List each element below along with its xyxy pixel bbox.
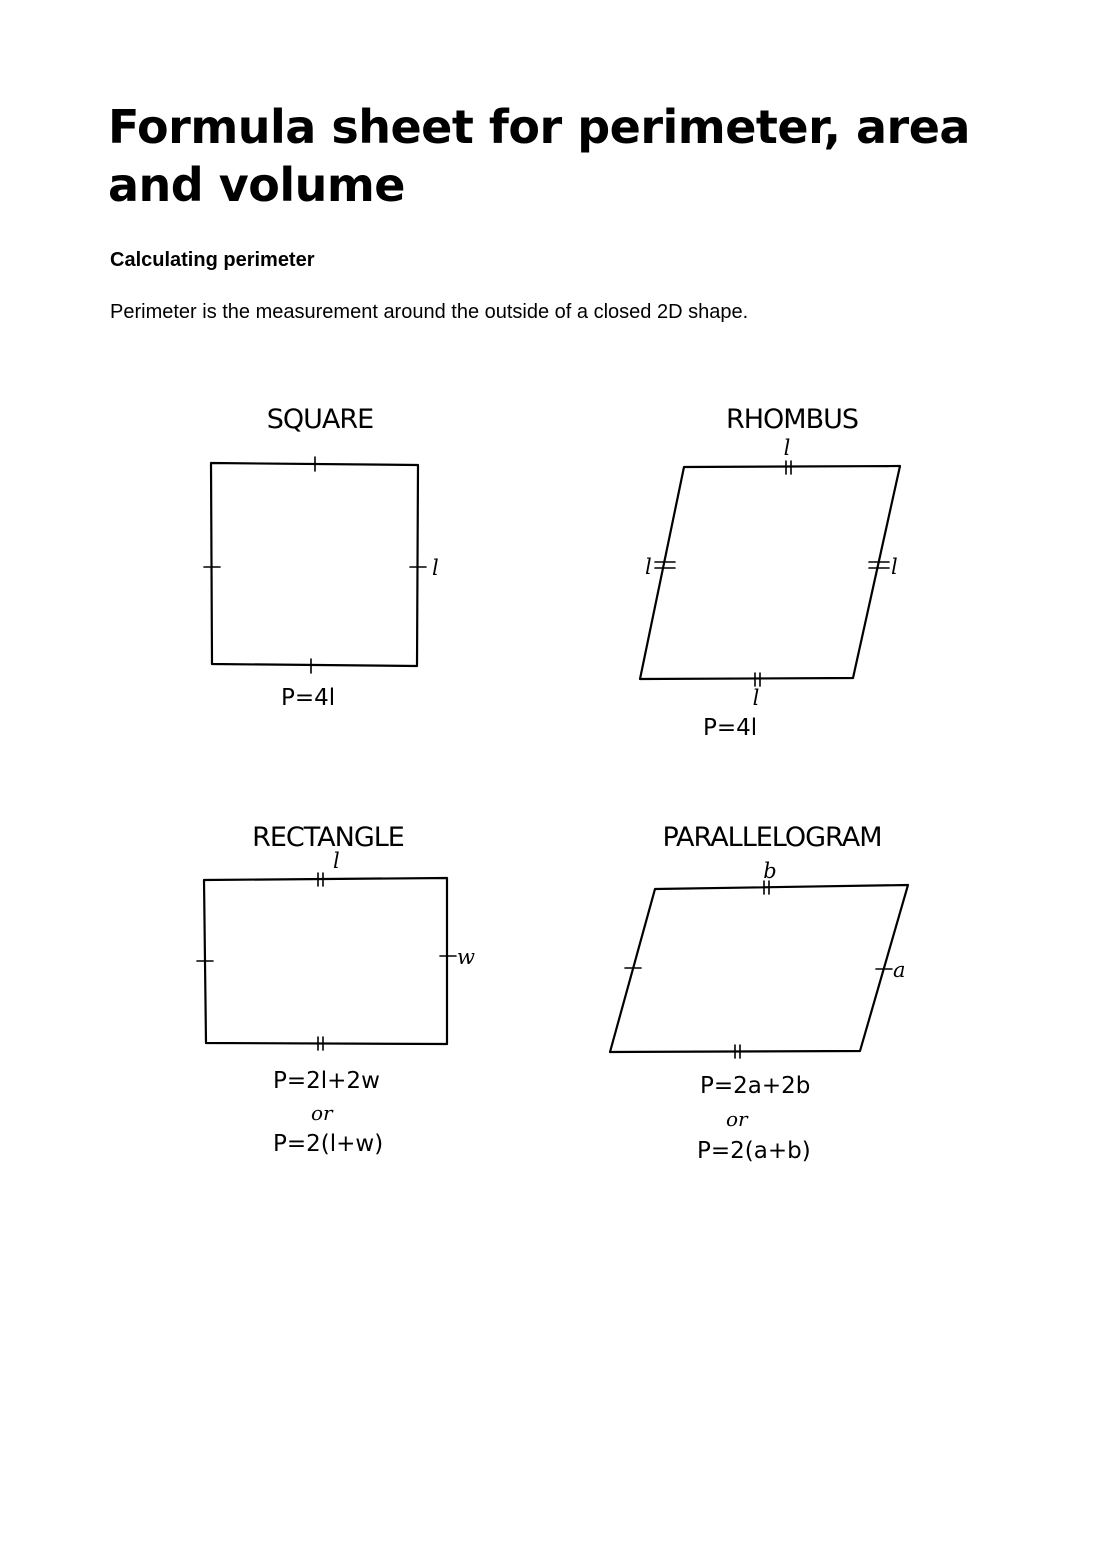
parallelogram-outline [610, 885, 908, 1052]
rhombus-left-label: l [645, 555, 652, 579]
rhombus-top-label: l [783, 436, 791, 460]
rectangle-outline [204, 878, 447, 1044]
square-formula: P=4l [281, 685, 336, 711]
rectangle-length-label: l [333, 849, 340, 873]
parallelogram-formula-1: P=2a+2b [700, 1073, 811, 1099]
square-title: SQUARE [266, 404, 374, 435]
rectangle-formula-1: P=2l+2w [273, 1068, 380, 1094]
rhombus-title: RHOMBUS [725, 404, 859, 435]
parallelogram-base-label: b [763, 859, 777, 883]
page-title: Formula sheet for perimeter, area and volume [108, 100, 970, 212]
rectangle-width-label: w [457, 945, 475, 969]
intro-paragraph: Perimeter is the measurement around the outside of a closed 2D shape. [110, 301, 749, 323]
rhombus-diagram [640, 404, 900, 741]
parallelogram-or: or [726, 1107, 748, 1131]
parallelogram-diagram [610, 822, 908, 1164]
square-outline [211, 463, 418, 666]
rhombus-bottom-label: l [752, 686, 760, 710]
rhombus-formula: P=4l [703, 715, 758, 741]
square-diagram [204, 404, 439, 711]
rhombus-right-label: l [891, 555, 898, 579]
section-heading: Calculating perimeter [110, 249, 315, 271]
parallelogram-formula-2: P=2(a+b) [697, 1138, 811, 1164]
rectangle-or: or [311, 1101, 333, 1125]
square-side-label: l [432, 556, 439, 580]
rectangle-diagram [197, 822, 475, 1157]
rectangle-formula-2: P=2(l+w) [273, 1131, 384, 1157]
parallelogram-title: PARALLELOGRAM [662, 822, 882, 853]
rectangle-title: RECTANGLE [252, 822, 404, 853]
parallelogram-side-label: a [893, 958, 906, 982]
rhombus-outline [640, 466, 900, 679]
